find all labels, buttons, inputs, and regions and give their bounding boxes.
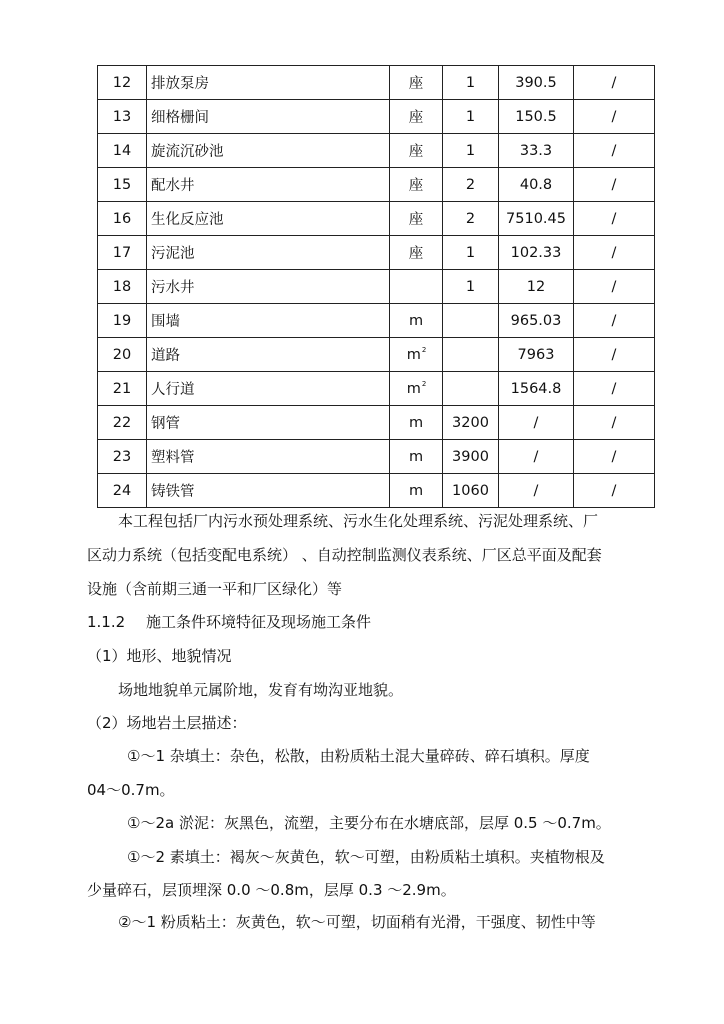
row-number-cell — [98, 338, 147, 372]
unit-text: 座 — [408, 144, 424, 160]
note-text: / — [611, 414, 617, 431]
unit-text: 座 — [408, 76, 424, 92]
structure-name-cell — [147, 440, 390, 474]
unit-cell — [390, 270, 443, 304]
quantity-text: 1 — [465, 108, 476, 125]
row-number-cell — [98, 66, 147, 100]
quantity-cell — [443, 100, 499, 134]
table-row — [98, 202, 655, 236]
row-number-cell — [98, 270, 147, 304]
table-row — [98, 134, 655, 168]
row-number-text: 24 — [112, 482, 132, 499]
row-number-text: 15 — [112, 176, 132, 193]
amount-cell — [499, 100, 574, 134]
amount-cell — [499, 134, 574, 168]
unit-text: 座 — [408, 178, 424, 194]
row-number-cell — [98, 100, 147, 134]
amount-text: 7963 — [517, 346, 555, 363]
unit-text: 座 — [408, 110, 424, 126]
amount-cell — [499, 372, 574, 406]
row-number-text: 13 — [112, 108, 132, 125]
quantity-text: 2 — [465, 176, 476, 193]
note-text: / — [611, 108, 617, 125]
quantity-text: 1 — [465, 278, 476, 295]
structure-name-text: 污泥池 — [151, 246, 195, 262]
structure-name-cell — [147, 134, 390, 168]
structure-name-cell — [147, 168, 390, 202]
row-number-text: 19 — [112, 312, 132, 329]
note-text: / — [611, 380, 617, 397]
quantity-text: 1060 — [452, 482, 489, 499]
amount-text: 12 — [526, 278, 546, 295]
amount-text: 102.33 — [510, 244, 562, 261]
table-row — [98, 474, 655, 508]
table-row — [98, 338, 655, 372]
note-cell — [574, 406, 655, 440]
note-text: / — [611, 210, 617, 227]
amount-text: 150.5 — [515, 108, 557, 125]
structure-name-cell — [147, 406, 390, 440]
structure-name-cell — [147, 270, 390, 304]
structure-name-cell — [147, 202, 390, 236]
unit-cell — [390, 66, 443, 100]
amount-cell — [499, 474, 574, 508]
amount-cell — [499, 66, 574, 100]
unit-cell — [390, 100, 443, 134]
row-number-cell — [98, 134, 147, 168]
structure-name-text: 人行道 — [151, 382, 195, 398]
note-cell — [574, 372, 655, 406]
quantity-text: 3900 — [452, 448, 489, 465]
row-number-text: 14 — [112, 142, 132, 159]
structure-name-text: 细格栅间 — [151, 110, 209, 126]
layer-3-line-1: ①～2 素填土：褐灰～灰黄色，软～可塑，由粉质粘土填积。夹植物根及 — [127, 848, 605, 866]
unit-text: 座 — [408, 246, 424, 262]
row-number-text: 18 — [112, 278, 132, 295]
structure-name-cell — [147, 66, 390, 100]
note-text: / — [611, 74, 617, 91]
note-cell — [574, 168, 655, 202]
amount-cell — [499, 236, 574, 270]
quantity-cell — [443, 134, 499, 168]
table-row — [98, 270, 655, 304]
quantity-text: 1 — [465, 244, 476, 261]
row-number-cell — [98, 202, 147, 236]
quantity-cell — [443, 406, 499, 440]
unit-cell — [390, 304, 443, 338]
structure-name-text: 钢管 — [151, 416, 180, 432]
structure-name-text: 旋流沉砂池 — [151, 144, 224, 160]
quantity-cell — [443, 168, 499, 202]
amount-cell — [499, 406, 574, 440]
subsection-2-title: （2）场地岩土层描述： — [87, 714, 247, 732]
unit-superscript: 2 — [421, 379, 427, 388]
structure-name-cell — [147, 236, 390, 270]
layer-1-line-1: ①～1 杂填土：杂色，松散，由粉质粘土混大量碎砖、碎石填积。厚度 — [127, 747, 590, 765]
unit-cell — [390, 474, 443, 508]
structure-name-cell — [147, 100, 390, 134]
unit-text: m — [406, 380, 421, 397]
layer-2-line-1: ①～2a 淤泥：灰黑色，流塑，主要分布在水塘底部，层厚 0.5 ～0.7m。 — [127, 814, 611, 832]
quantity-text: 2 — [465, 210, 476, 227]
row-number-text: 17 — [112, 244, 132, 261]
section-title: 施工条件环境特征及现场施工条件 — [146, 613, 372, 631]
structure-name-cell — [147, 304, 390, 338]
table-row — [98, 406, 655, 440]
row-number-cell — [98, 304, 147, 338]
subsection-1-title: （1）地形、地貌情况 — [87, 647, 232, 665]
note-cell — [574, 202, 655, 236]
structure-name-text: 配水井 — [151, 178, 195, 194]
quantity-cell — [443, 66, 499, 100]
note-cell — [574, 134, 655, 168]
quantity-text: 1 — [465, 142, 476, 159]
unit-text: m — [408, 448, 424, 465]
note-cell — [574, 66, 655, 100]
row-number-text: 23 — [112, 448, 132, 465]
structure-name-text: 围墙 — [151, 314, 180, 330]
note-text: / — [611, 482, 617, 499]
structure-name-text: 生化反应池 — [151, 212, 224, 228]
amount-cell — [499, 338, 574, 372]
note-cell — [574, 100, 655, 134]
amount-text: / — [533, 448, 539, 465]
row-number-text: 20 — [112, 346, 132, 363]
intro-line-1: 本工程包括厂内污水预处理系统、污水生化处理系统、污泥处理系统、厂 — [118, 512, 599, 530]
unit-cell — [390, 168, 443, 202]
row-number-cell — [98, 236, 147, 270]
amount-cell — [499, 202, 574, 236]
quantity-cell — [443, 270, 499, 304]
amount-cell — [499, 168, 574, 202]
unit-text: m — [408, 482, 424, 499]
table-row — [98, 372, 655, 406]
unit-cell — [390, 372, 443, 406]
table-row — [98, 168, 655, 202]
table-row — [98, 236, 655, 270]
unit-superscript: 2 — [421, 345, 427, 354]
note-text: / — [611, 448, 617, 465]
note-text: / — [611, 176, 617, 193]
amount-text: 965.03 — [510, 312, 562, 329]
amount-text: 40.8 — [519, 176, 553, 193]
amount-cell — [499, 440, 574, 474]
quantity-cell — [443, 236, 499, 270]
intro-line-3: 设施（含前期三通一平和厂区绿化）等 — [87, 580, 343, 598]
row-number-cell — [98, 168, 147, 202]
table-row — [98, 100, 655, 134]
note-text: / — [611, 312, 617, 329]
row-number-text: 22 — [112, 414, 132, 431]
structure-name-text: 道路 — [151, 348, 180, 364]
amount-text: 390.5 — [515, 74, 557, 91]
note-text: / — [611, 142, 617, 159]
quantity-cell — [443, 338, 499, 372]
structure-name-text: 污水井 — [151, 280, 195, 296]
structure-name-text: 排放泵房 — [151, 76, 209, 92]
structure-name-cell — [147, 474, 390, 508]
structure-name-text: 塑料管 — [151, 450, 195, 466]
quantity-cell — [443, 440, 499, 474]
unit-cell — [390, 440, 443, 474]
table-row — [98, 304, 655, 338]
amount-text: 33.3 — [519, 142, 553, 159]
note-cell — [574, 474, 655, 508]
unit-cell — [390, 202, 443, 236]
layer-3-line-2: 少量碎石，层顶埋深 0.0 ～0.8m，层厚 0.3 ～2.9m。 — [87, 881, 456, 899]
unit-text: 座 — [408, 212, 424, 228]
quantity-cell — [443, 372, 499, 406]
unit-cell — [390, 338, 443, 372]
row-number-text: 21 — [112, 380, 132, 397]
unit-cell — [390, 236, 443, 270]
structures-table — [97, 65, 655, 508]
quantity-cell — [443, 304, 499, 338]
quantity-text: 3200 — [452, 414, 489, 431]
row-number-cell — [98, 406, 147, 440]
unit-cell — [390, 406, 443, 440]
structure-name-cell — [147, 338, 390, 372]
amount-cell — [499, 304, 574, 338]
note-cell — [574, 304, 655, 338]
table-row — [98, 440, 655, 474]
note-text: / — [611, 346, 617, 363]
table-row — [98, 66, 655, 100]
amount-text: 7510.45 — [506, 210, 566, 227]
layer-1-line-2: 04～0.7m。 — [87, 781, 175, 799]
note-cell — [574, 338, 655, 372]
intro-line-2: 区动力系统（包括变配电系统） 、自动控制监测仪表系统、厂区总平面及配套 — [87, 546, 602, 564]
row-number-text: 16 — [112, 210, 132, 227]
quantity-cell — [443, 474, 499, 508]
subsection-1-text: 场地地貌单元属阶地，发育有坳沟亚地貌。 — [118, 681, 404, 699]
note-cell — [574, 440, 655, 474]
section-number: 1.1.2 — [87, 613, 126, 631]
note-cell — [574, 236, 655, 270]
structure-name-cell — [147, 372, 390, 406]
unit-text: m — [408, 414, 424, 431]
row-number-cell — [98, 372, 147, 406]
quantity-text: 1 — [465, 74, 476, 91]
note-text: / — [611, 278, 617, 295]
amount-text: / — [533, 482, 539, 499]
unit-text: m — [406, 346, 421, 363]
structure-name-text: 铸铁管 — [151, 484, 195, 500]
row-number-text: 12 — [112, 74, 132, 91]
amount-text: / — [533, 414, 539, 431]
unit-text: m — [408, 312, 424, 329]
row-number-cell — [98, 474, 147, 508]
row-number-cell — [98, 440, 147, 474]
note-text: / — [611, 244, 617, 261]
layer-4-line-1: ②～1 粉质粘土：灰黄色，软～可塑，切面稍有光滑，干强度、韧性中等 — [118, 913, 596, 931]
note-cell — [574, 270, 655, 304]
amount-text: 1564.8 — [510, 380, 562, 397]
unit-cell — [390, 134, 443, 168]
quantity-cell — [443, 202, 499, 236]
amount-cell — [499, 270, 574, 304]
